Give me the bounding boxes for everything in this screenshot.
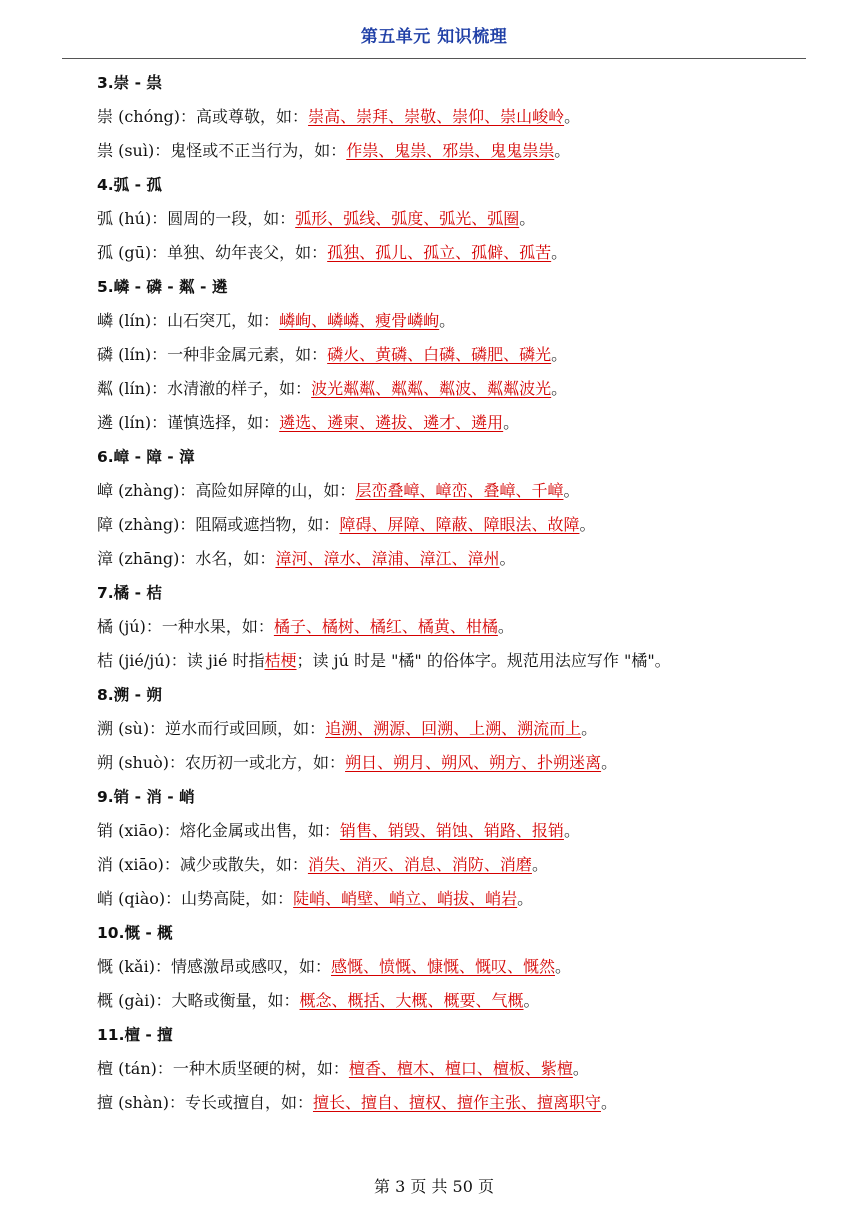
entry-char: 粼 [97, 379, 114, 398]
entry-end: 。 [503, 413, 520, 432]
entry-end: 。 [551, 379, 568, 398]
entry-char: 孤 [97, 243, 114, 262]
entry-examples: 擅长、擅自、擅权、擅作主张、擅离职守 [312, 1093, 601, 1112]
entry-pinyin: (zhàng)： [113, 481, 196, 500]
entry-pinyin: (zhāng)： [113, 549, 196, 568]
entry-examples: 遴选、遴柬、遴拔、遴才、遴用 [279, 413, 504, 432]
group-title: 3.崇 - 祟 [97, 74, 162, 92]
entry-pinyin: (jú)： [113, 617, 162, 636]
entry-pinyin: (gū)： [113, 243, 168, 262]
entry-examples: 崇高、崇拜、崇敬、崇仰、崇山峻岭 [308, 107, 565, 126]
underlined-term: 桔梗 [264, 651, 297, 670]
entry-char: 磷 [97, 345, 114, 364]
entry-pinyin: (shàn)： [113, 1093, 185, 1112]
group-title: 10.慨 - 概 [97, 924, 173, 942]
entry-line [97, 406, 817, 440]
entry-end: 。 [517, 889, 534, 908]
entry-definition: 阻隔或遮挡物，如： [195, 515, 340, 534]
entry-pinyin: (lín)： [113, 379, 168, 398]
entry-definition: 山势高陡，如： [181, 889, 294, 908]
entry-examples: 嶙峋、嶙嶙、瘦骨嶙峋 [279, 311, 440, 330]
group-title: 6.嶂 - 障 - 漳 [97, 448, 195, 466]
entry-char: 销 [97, 821, 114, 840]
entry-examples: 朔日、朔月、朔风、朔方、扑朔迷离 [345, 753, 602, 772]
entry-examples: 概念、概括、大概、概要、气概 [299, 991, 524, 1010]
entry-line [97, 100, 817, 134]
entry-examples: 孤独、孤儿、孤立、孤僻、孤苦 [327, 243, 552, 262]
entry-definition: 圆周的一段，如： [167, 209, 296, 228]
entry-pinyin: (lín)： [113, 413, 168, 432]
entry-pinyin: (sù)： [113, 719, 166, 738]
group-title: 9.销 - 消 - 峭 [97, 788, 195, 806]
entry-end: 。 [519, 209, 536, 228]
entry-line [97, 508, 817, 542]
entry-examples: 弧形、弧线、弧度、弧光、弧圈 [295, 209, 520, 228]
entry-definition: 一种非金属元素，如： [167, 345, 328, 364]
entry-examples: 层峦叠嶂、嶂峦、叠嶂、千嶂 [355, 481, 564, 500]
entry-char: 擅 [97, 1093, 114, 1112]
entry-end: 。 [564, 107, 581, 126]
entry-pinyin: (kǎi)： [113, 957, 171, 976]
entry-line [97, 882, 817, 916]
entry-definition: 熔化金属或出售，如： [179, 821, 340, 840]
entry-pinyin: (shuò)： [113, 753, 186, 772]
entry-pinyin: (chóng)： [113, 107, 197, 126]
entry-line [97, 1052, 817, 1086]
entry-end: 。 [551, 243, 568, 262]
entry-line [97, 134, 817, 168]
content-body [97, 66, 817, 1120]
entry-pinyin: (xiāo)： [113, 855, 180, 874]
entry-pinyin: (suì)： [113, 141, 171, 160]
entry-definition: 鬼怪或不正当行为，如： [170, 141, 347, 160]
entry-definition: 山石突兀，如： [167, 311, 280, 330]
entry-definition: 一种水果，如： [161, 617, 274, 636]
entry-definition: 大略或衡量，如： [171, 991, 300, 1010]
entry-end: 。 [523, 991, 540, 1010]
entry-definition: 专长或擅自，如： [184, 1093, 313, 1112]
entry-char: 祟 [97, 141, 114, 160]
entry-examples: 磷火、黄磷、白磷、磷肥、磷光 [327, 345, 552, 364]
entry-line [97, 950, 817, 984]
entry-line [97, 236, 817, 270]
entry-line [97, 712, 817, 746]
entry-line [97, 814, 817, 848]
entry-end: 。 [439, 311, 456, 330]
entry-char: 朔 [97, 753, 114, 772]
entry-end: 。 [572, 1059, 589, 1078]
entry-line [97, 304, 817, 338]
entry-pinyin: (qiào)： [113, 889, 182, 908]
page-header-title: 第五单元 知识梳理 [360, 27, 508, 47]
note-text-post: ；读 jú 时是 "橘" 的俗体字。规范用法应写作 "橘"。 [296, 651, 671, 670]
entry-examples: 消失、消灭、消息、消防、消磨 [307, 855, 532, 874]
entry-definition: 高险如屏障的山，如： [195, 481, 356, 500]
entry-examples: 波光粼粼、粼粼、粼波、粼粼波光 [311, 379, 552, 398]
entry-definition: 水名，如： [195, 549, 276, 568]
entry-line [97, 338, 817, 372]
entry-definition: 逆水而行或回顾，如： [165, 719, 326, 738]
entry-pinyin: (xiāo)： [113, 821, 180, 840]
entry-end: 。 [531, 855, 548, 874]
entry-definition: 谨慎选择，如： [167, 413, 280, 432]
entry-char: 崇 [97, 107, 114, 126]
entry-line [97, 610, 817, 644]
entry-pinyin: (jié/jú)： [113, 651, 187, 670]
entry-definition: 单独、幼年丧父，如： [167, 243, 328, 262]
entry-char: 嶙 [97, 311, 114, 330]
group-title: 5.嶙 - 磷 - 粼 - 遴 [97, 278, 228, 296]
entry-char: 弧 [97, 209, 114, 228]
entry-end: 。 [579, 515, 596, 534]
note-text-pre: 读 jié 时指 [186, 651, 265, 670]
group-title: 7.橘 - 桔 [97, 584, 162, 602]
entry-line [97, 202, 817, 236]
entry-end: 。 [563, 481, 580, 500]
entry-char: 嶂 [97, 481, 114, 500]
entry-line [97, 1086, 817, 1120]
entry-char: 遴 [97, 413, 114, 432]
entry-examples: 感慨、愤慨、慷慨、慨叹、慨然 [330, 957, 555, 976]
entry-char: 橘 [97, 617, 114, 636]
entry-pinyin: (gài)： [113, 991, 172, 1010]
entry-definition: 水清澈的样子，如： [167, 379, 312, 398]
entry-end: 。 [581, 719, 598, 738]
entry-pinyin: (tán)： [113, 1059, 173, 1078]
entry-line [97, 372, 817, 406]
entry-line [97, 474, 817, 508]
entry-pinyin: (lín)： [113, 311, 168, 330]
entry-pinyin: (hú)： [113, 209, 168, 228]
entry-definition: 一种木质坚硬的树，如： [172, 1059, 349, 1078]
entry-char: 障 [97, 515, 114, 534]
entry-char: 漳 [97, 549, 114, 568]
entry-pinyin: (zhàng)： [113, 515, 196, 534]
entry-line [97, 984, 817, 1018]
entry-examples: 檀香、檀木、檀口、檀板、紫檀 [348, 1059, 573, 1078]
entry-pinyin: (lín)： [113, 345, 168, 364]
entry-examples: 橘子、橘树、橘红、橘黄、柑橘 [273, 617, 498, 636]
entry-line [97, 542, 817, 576]
entry-definition: 情感激昂或感叹，如： [170, 957, 331, 976]
entry-definition: 农历初一或北方，如： [185, 753, 346, 772]
entry-char: 消 [97, 855, 114, 874]
entry-examples: 作祟、鬼祟、邪祟、鬼鬼祟祟 [346, 141, 555, 160]
entry-char: 峭 [97, 889, 114, 908]
entry-char: 概 [97, 991, 114, 1010]
entry-examples: 销售、销毁、销蚀、销路、报销 [339, 821, 564, 840]
entry-end: 。 [497, 617, 514, 636]
entry-end: 。 [601, 753, 618, 772]
entry-definition: 减少或散失，如： [179, 855, 308, 874]
entry-line [97, 848, 817, 882]
group-title: 11.檀 - 擅 [97, 1026, 173, 1044]
entry-examples: 陡峭、峭壁、峭立、峭拔、峭岩 [293, 889, 518, 908]
entry-examples: 追溯、溯源、回溯、上溯、溯流而上 [325, 719, 582, 738]
entry-examples: 障碍、屏障、障蔽、障眼法、故障 [339, 515, 580, 534]
page-number-footer: 第 3 页 共 50 页 [374, 1177, 494, 1196]
entry-char: 檀 [97, 1059, 114, 1078]
group-title: 8.溯 - 朔 [97, 686, 162, 704]
entry-end: 。 [499, 549, 516, 568]
header-divider [62, 58, 806, 59]
entry-line [97, 746, 817, 780]
entry-line-note [97, 644, 817, 678]
entry-examples: 漳河、漳水、漳浦、漳江、漳州 [275, 549, 500, 568]
entry-end: 。 [551, 345, 568, 364]
entry-end: 。 [600, 1093, 617, 1112]
entry-end: 。 [563, 821, 580, 840]
group-title: 4.弧 - 孤 [97, 176, 162, 194]
entry-end: 。 [554, 957, 571, 976]
entry-char: 桔 [97, 651, 114, 670]
entry-char: 慨 [97, 957, 114, 976]
entry-char: 溯 [97, 719, 114, 738]
entry-end: 。 [554, 141, 571, 160]
entry-definition: 高或尊敬，如： [196, 107, 309, 126]
